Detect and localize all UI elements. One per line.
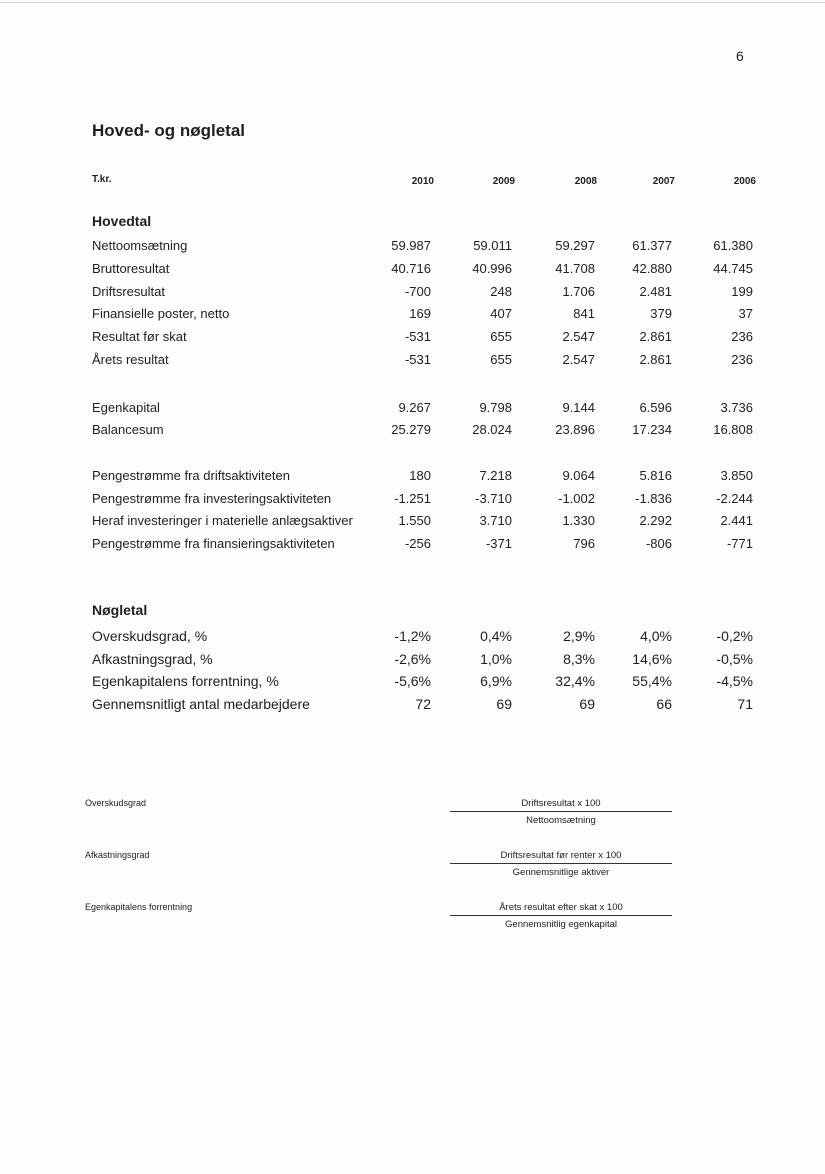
hovedtal-value-2007: 379 [650, 306, 672, 322]
hovedtal-value-2007: 42.880 [632, 260, 672, 276]
noegletal-value-2010: 72 [415, 696, 431, 713]
cashflow-value-2007: 5.816 [639, 468, 672, 483]
hovedtal-value-2009: 40.996 [472, 260, 512, 276]
hovedtal-value-2007: 2.861 [639, 352, 672, 367]
balance-value-2008: 9.144 [562, 400, 595, 415]
hovedtal-row-label: Nettoomsætning [92, 238, 188, 253]
hovedtal-value-2006: 236 [731, 329, 753, 345]
cashflow-value-2006: 3.850 [720, 468, 753, 483]
hovedtal-row-label: Bruttoresultat [92, 260, 170, 276]
formula-label: Overskudsgrad [85, 798, 147, 808]
hovedtal-value-2008: 1.706 [562, 283, 595, 299]
cashflow-value-2010: -256 [404, 536, 431, 552]
hovedtal-value-2009: 655 [490, 329, 512, 345]
formula-denominator: Gennemsnitlig egenkapital [505, 919, 617, 930]
hovedtal-value-2010: 59.987 [391, 238, 431, 253]
balance-row-label: Balancesum [92, 422, 164, 437]
noegletal-row-label: Egenkapitalens forrentning, % [92, 673, 279, 690]
cashflow-row-label: Heraf investeringer i materielle anlægsaktiver [92, 513, 353, 529]
hovedtal-value-2008: 841 [573, 306, 595, 322]
balance-value-2006: 3.736 [720, 400, 753, 415]
hovedtal-value-2006: 37 [738, 306, 753, 322]
formula-label: Afkastningsgrad [85, 850, 150, 860]
year-header-2009: 2009 [492, 176, 515, 187]
hovedtal-value-2007: 61.377 [632, 238, 672, 253]
formula-fraction [450, 798, 672, 826]
cashflow-value-2010: -1.251 [394, 490, 431, 506]
hovedtal-value-2007: 2.481 [639, 283, 672, 299]
hovedtal-value-2006: 199 [731, 283, 753, 299]
noegletal-value-2010: -1,2% [394, 628, 431, 644]
hovedtal-value-2009: 248 [490, 283, 512, 299]
hovedtal-value-2008: 41.708 [555, 260, 595, 276]
noegletal-value-2008: 32,4% [555, 673, 595, 690]
hovedtal-value-2009: 407 [490, 306, 512, 322]
year-header-2006: 2006 [733, 176, 756, 187]
cashflow-value-2006: -2.244 [716, 490, 753, 506]
scan-edge-line [0, 2, 825, 3]
unit-label: T.kr. [92, 174, 112, 185]
cashflow-value-2007: -1.836 [635, 490, 672, 506]
noegletal-value-2010: -5,6% [394, 673, 431, 690]
cashflow-value-2008: -1.002 [558, 490, 595, 506]
hovedtal-value-2010: -700 [404, 283, 431, 299]
noegletal-value-2006: -0,2% [716, 628, 753, 644]
cashflow-value-2009: 7.218 [479, 468, 512, 483]
cashflow-row-label: Pengestrømme fra finansieringsaktiviteten [92, 536, 335, 552]
noegletal-value-2007: 55,4% [632, 673, 672, 690]
balance-value-2009: 28.024 [472, 422, 512, 437]
hovedtal-row-label: Driftsresultat [92, 283, 165, 299]
formula-numerator: Årets resultat efter skat x 100 [450, 902, 672, 916]
hovedtal-value-2008: 59.297 [555, 238, 595, 253]
balance-value-2009: 9.798 [479, 400, 512, 415]
noegletal-row-label: Gennemsnitligt antal medarbejdere [92, 696, 310, 713]
hovedtal-row-label: Finansielle poster, netto [92, 306, 230, 322]
noegletal-value-2006: -4,5% [716, 673, 753, 690]
balance-value-2010: 25.279 [391, 422, 431, 437]
formula-denominator: Gennemsnitlige aktiver [512, 867, 610, 878]
hovedtal-value-2009: 655 [490, 352, 512, 367]
noegletal-value-2009: 1,0% [480, 650, 512, 667]
noegletal-value-2008: 8,3% [563, 650, 595, 667]
page-number: 6 [736, 48, 744, 64]
noegletal-value-2007: 4,0% [640, 628, 672, 644]
noegletal-heading: Nøgletal [92, 602, 148, 618]
balance-value-2007: 6.596 [639, 400, 672, 415]
hovedtal-value-2010: 40.716 [391, 260, 431, 276]
formula-label: Egenkapitalens forrentning [85, 902, 193, 912]
hovedtal-value-2006: 44.745 [713, 260, 753, 276]
formula-numerator: Driftsresultat x 100 [450, 798, 672, 812]
year-header-2008: 2008 [574, 176, 597, 187]
noegletal-value-2007: 66 [656, 696, 672, 713]
cashflow-value-2009: -3.710 [475, 490, 512, 506]
hovedtal-value-2008: 2.547 [562, 352, 595, 367]
hovedtal-value-2006: 61.380 [713, 238, 753, 253]
noegletal-value-2009: 0,4% [480, 628, 512, 644]
year-header-2007: 2007 [652, 176, 675, 187]
hovedtal-row-label: Årets resultat [92, 352, 169, 367]
noegletal-value-2009: 69 [496, 696, 512, 713]
hovedtal-row-label: Resultat før skat [92, 329, 187, 345]
noegletal-value-2007: 14,6% [632, 650, 672, 667]
noegletal-row-label: Afkastningsgrad, % [92, 650, 213, 667]
cashflow-value-2006: -771 [726, 536, 753, 552]
balance-value-2006: 16.808 [713, 422, 753, 437]
hovedtal-value-2006: 236 [731, 352, 753, 367]
hovedtal-heading: Hovedtal [92, 213, 152, 229]
formula-fraction [450, 850, 672, 878]
cashflow-value-2008: 9.064 [562, 468, 595, 483]
hovedtal-value-2010: 169 [409, 306, 431, 322]
noegletal-value-2010: -2,6% [394, 650, 431, 667]
formula-numerator: Driftsresultat før renter x 100 [450, 850, 672, 864]
noegletal-value-2006: -0,5% [716, 650, 753, 667]
page-title: Hoved- og nøgletal [92, 121, 245, 140]
year-header-2010: 2010 [411, 176, 434, 187]
cashflow-row-label: Pengestrømme fra driftsaktiviteten [92, 468, 290, 483]
hovedtal-value-2010: -531 [404, 352, 431, 367]
cashflow-value-2010: 180 [409, 468, 431, 483]
balance-row-label: Egenkapital [92, 400, 160, 415]
cashflow-value-2007: -806 [645, 536, 672, 552]
cashflow-value-2009: 3.710 [479, 513, 512, 529]
cashflow-value-2008: 1.330 [562, 513, 595, 529]
noegletal-value-2009: 6,9% [480, 673, 512, 690]
noegletal-value-2008: 69 [579, 696, 595, 713]
balance-value-2008: 23.896 [555, 422, 595, 437]
cashflow-value-2009: -371 [485, 536, 512, 552]
noegletal-row-label: Overskudsgrad, % [92, 628, 208, 644]
cashflow-value-2007: 2.292 [639, 513, 672, 529]
hovedtal-value-2008: 2.547 [562, 329, 595, 345]
noegletal-value-2006: 71 [737, 696, 753, 713]
cashflow-value-2006: 2.441 [720, 513, 753, 529]
balance-value-2010: 9.267 [398, 400, 431, 415]
cashflow-value-2008: 796 [573, 536, 595, 552]
hovedtal-value-2009: 59.011 [473, 238, 512, 253]
balance-value-2007: 17.234 [632, 422, 672, 437]
hovedtal-value-2007: 2.861 [639, 329, 672, 345]
noegletal-value-2008: 2,9% [563, 628, 595, 644]
formula-fraction [450, 902, 672, 930]
cashflow-value-2010: 1.550 [398, 513, 431, 529]
formula-denominator: Nettoomsætning [526, 815, 596, 826]
cashflow-row-label: Pengestrømme fra investeringsaktiviteten [92, 490, 332, 506]
hovedtal-value-2010: -531 [404, 329, 431, 345]
